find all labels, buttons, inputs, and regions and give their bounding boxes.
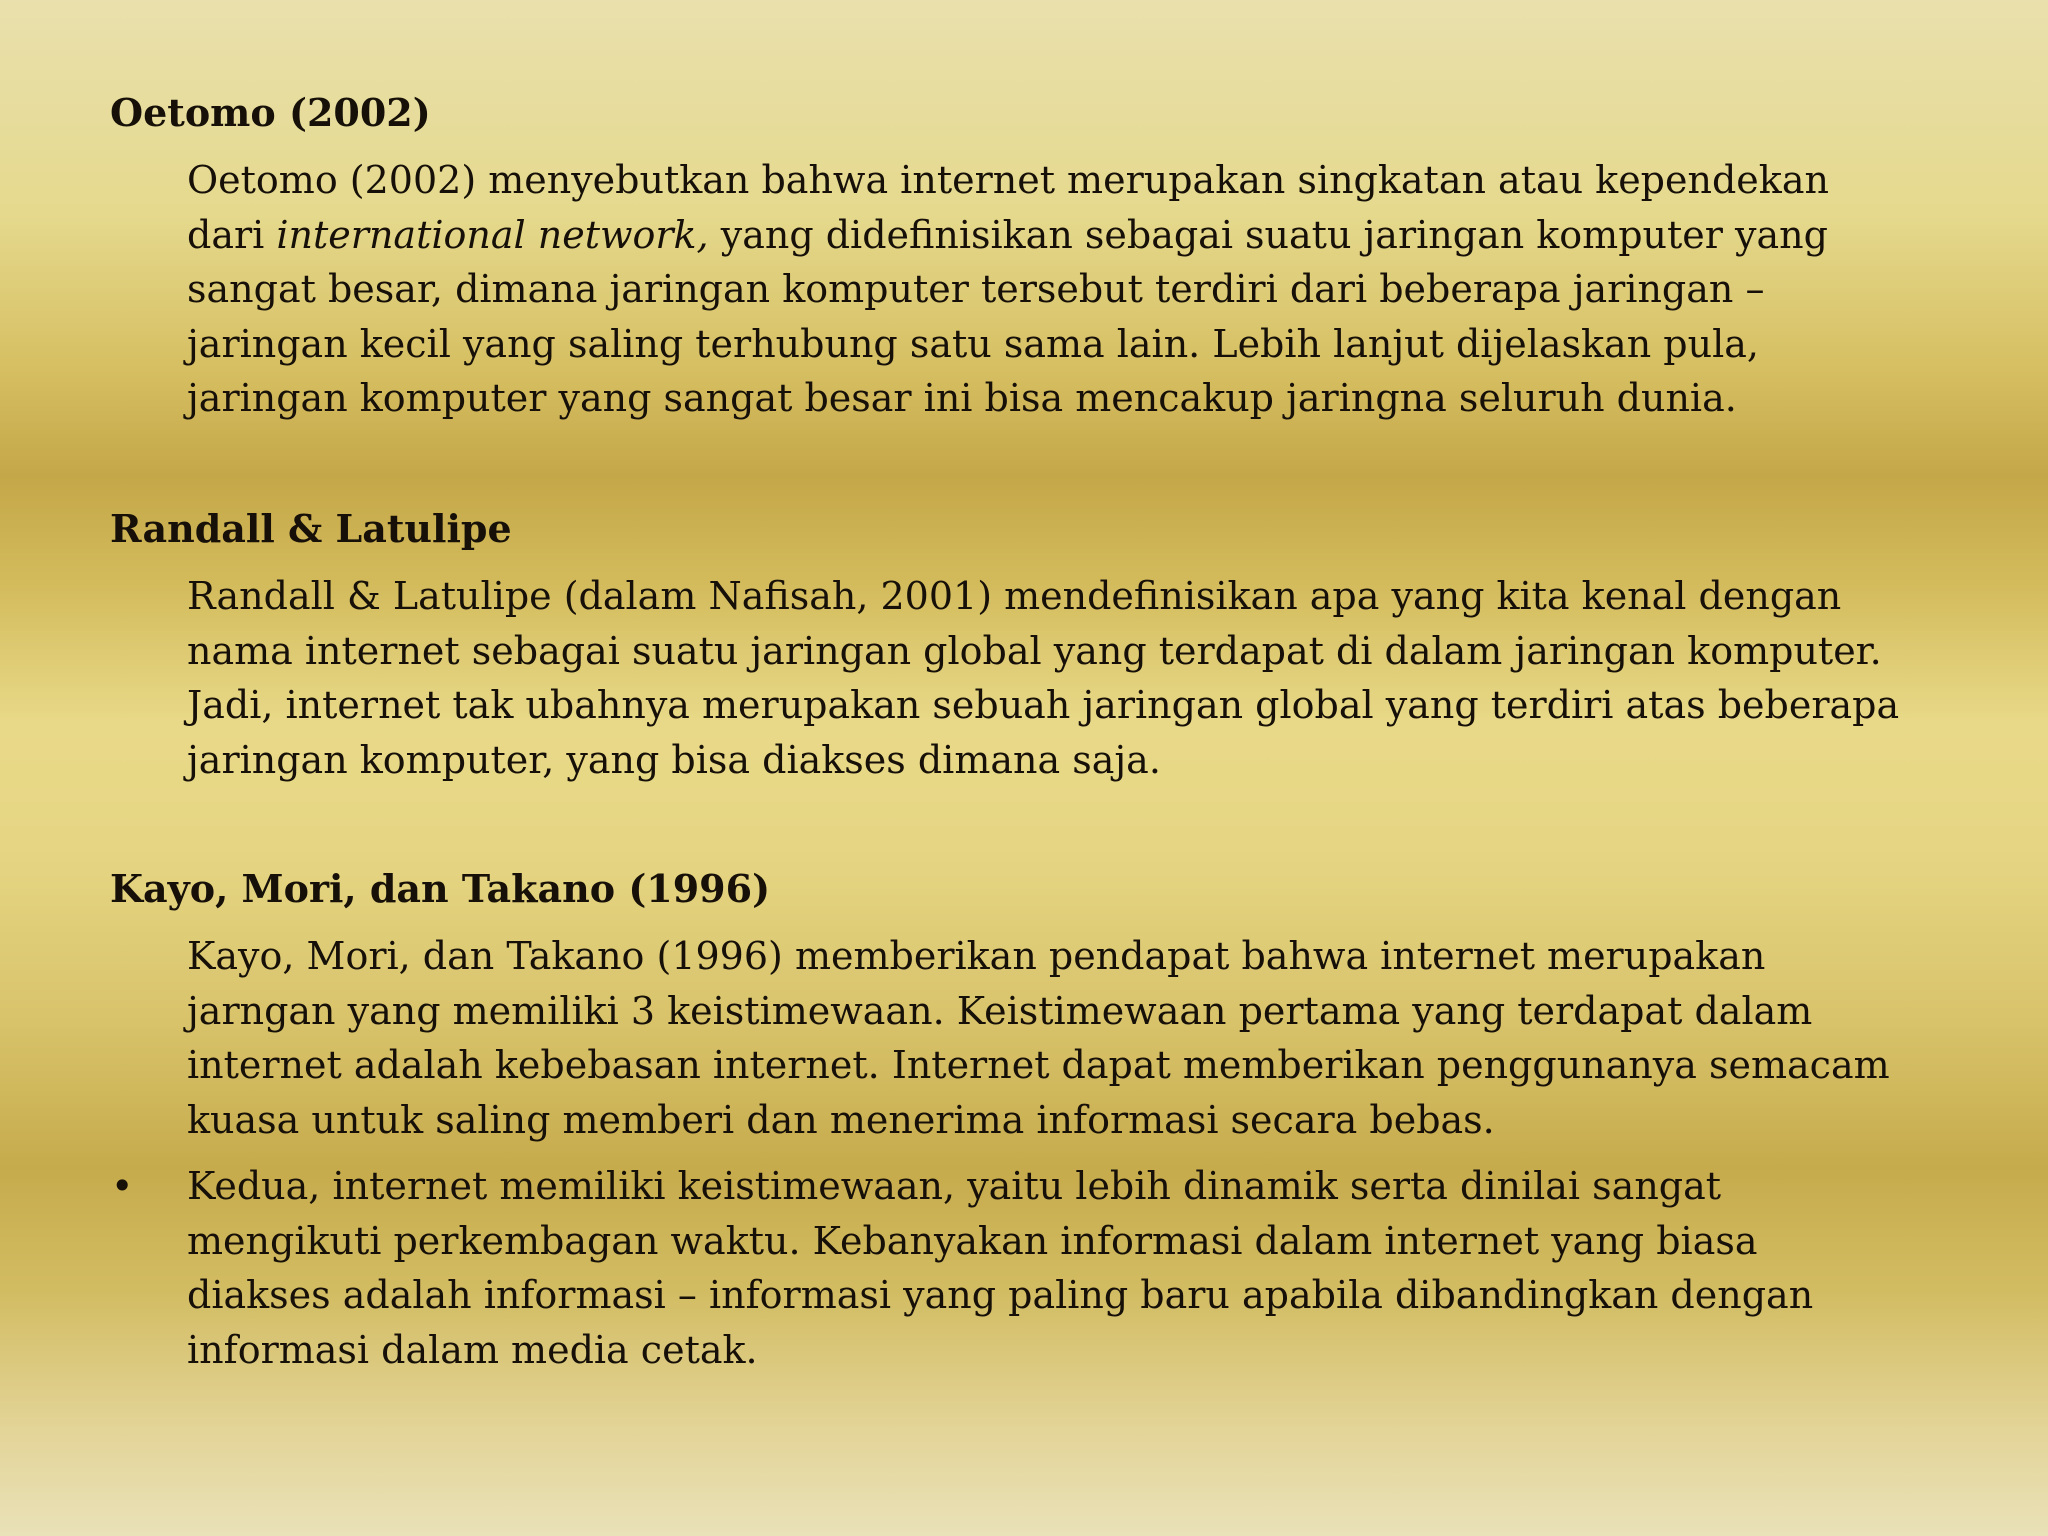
paragraph-line: jarngan yang memiliki 3 keistimewaan. Keistimewaan pertama yang terdapat dalam [187, 988, 1813, 1033]
paragraph-line: nama internet sebagai suatu jaringan global yang terdapat di dalam jaringan komputer. [187, 628, 1882, 673]
section-title-oetomo: Oetomo (2002) [110, 90, 431, 135]
paragraph-line: diakses adalah informasi – informasi yang paling baru apabila dibandingkan dengan [187, 1273, 1814, 1317]
paragraph-line: jaringan komputer, yang bisa diakses dimana saja. [187, 737, 1161, 782]
text-run: yang didefinisikan sebagai suatu jaringan komputer yang [708, 212, 1828, 257]
paragraph-line: Oetomo (2002) menyebutkan bahwa internet merupakan singkatan atau kependekan [187, 158, 1829, 202]
paragraph-randall-latulipe [187, 569, 1907, 787]
italic-term: international network, [276, 212, 709, 257]
bullet-paragraph-kedua [187, 1159, 1907, 1377]
paragraph-line: Randall & Latulipe (dalam Nafisah, 2001) mendefinisikan apa yang kita kenal dengan [187, 574, 1842, 618]
paragraph-line: sangat besar, dimana jaringan komputer tersebut terdiri dari beberapa jaringan – [187, 267, 1765, 311]
paragraph-oetomo [187, 153, 1907, 426]
paragraph-line: mengikuti perkembagan waktu. Kebanyakan informasi dalam internet yang biasa [187, 1218, 1758, 1263]
section-title-randall-latulipe: Randall & Latulipe [110, 506, 512, 551]
paragraph-line: informasi dalam media cetak. [187, 1327, 758, 1372]
paragraph-kayo-mori-takano [187, 929, 1907, 1147]
paragraph-line: jaringan kecil yang saling terhubung satu sama lain. Lebih lanjut dijelaskan pula, [187, 321, 1759, 366]
paragraph-line: jaringan komputer yang sangat besar ini bisa mencakup jaringna seluruh dunia. [187, 376, 1737, 420]
bullet-icon: • [111, 1164, 134, 1208]
paragraph-line: internet adalah kebebasan internet. Internet dapat memberikan penggunanya semacam [187, 1043, 1890, 1087]
paragraph-line [187, 208, 1907, 263]
paragraph-line: Kedua, internet memiliki keistimewaan, yaitu lebih dinamik serta dinilai sangat [187, 1164, 1722, 1208]
text-run: dari [187, 212, 277, 257]
section-title-kayo-mori-takano: Kayo, Mori, dan Takano (1996) [110, 866, 771, 911]
paragraph-line: Kayo, Mori, dan Takano (1996) memberikan pendapat bahwa internet merupakan [187, 934, 1766, 978]
paragraph-line: kuasa untuk saling memberi dan menerima informasi secara bebas. [187, 1097, 1495, 1142]
paragraph-line: Jadi, internet tak ubahnya merupakan sebuah jaringan global yang terdiri atas beberapa [187, 683, 1900, 727]
